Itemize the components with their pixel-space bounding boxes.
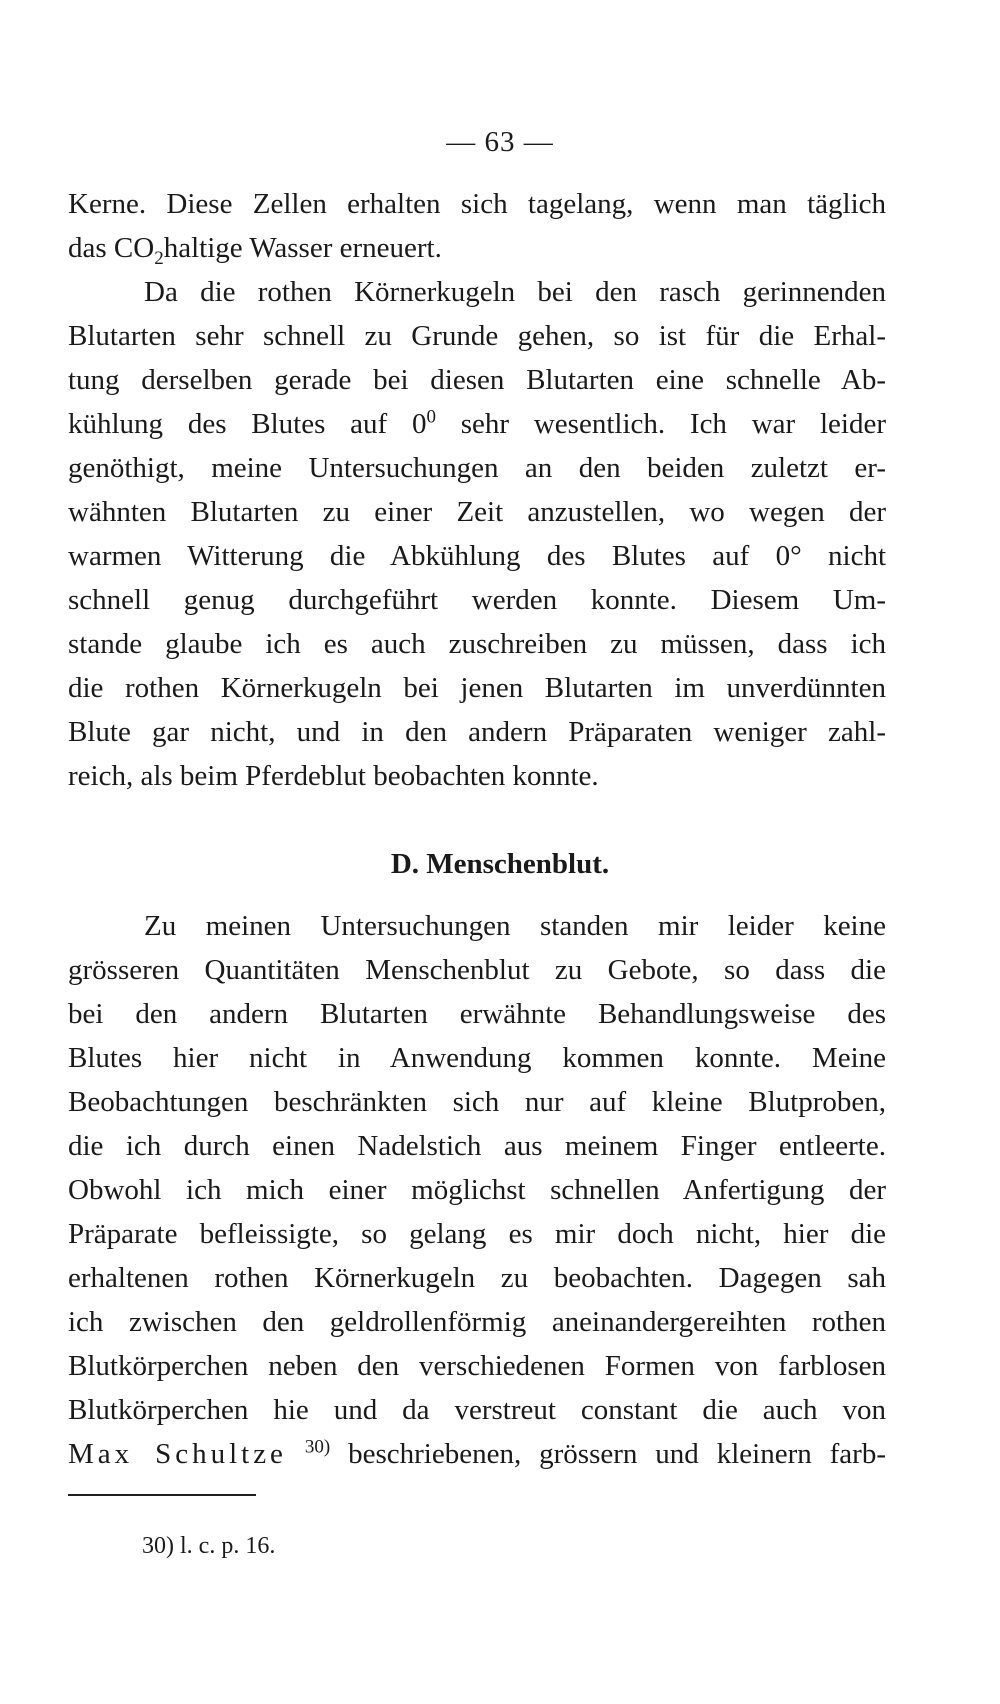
text-line: Blutes hier nicht in Anwendung kommen konnte. Meine [68,1042,886,1074]
text-line: Blutarten sehr schnell zu Grunde gehen, so ist für die Erhal- [68,320,886,352]
text-line: stande glaube ich es auch zuschreiben zu müssen, dass ich [68,628,886,660]
footnote: 30) l. c. p. 16. [142,1533,276,1559]
text-line: reich, als beim Pferdeblut beobachten konnte. [68,760,599,792]
text-line: Blute gar nicht, und in den andern Präparaten weniger zahl- [68,716,886,748]
text-line: Da die rothen Körnerkugeln bei den rasch gerinnenden [144,276,886,308]
text-line: grösseren Quantitäten Menschenblut zu Gebote, so dass die [68,954,886,986]
text-line: bei den andern Blutarten erwähnte Behandlungsweise des [68,998,886,1030]
text-line: genöthigt, meine Untersuchungen an den beiden zuletzt er- [68,452,886,484]
footnote-divider [68,1494,256,1496]
text-line: Präparate befleissigte, so gelang es mir doch nicht, hier die [68,1218,886,1250]
text-line: die ich durch einen Nadelstich aus meinem Finger entleerte. [68,1130,886,1162]
author-name: Max Schultze [68,1438,287,1470]
text-line: ich zwischen den geldrollenförmig aneinandergereihten rothen [68,1306,886,1338]
text-line: erhaltenen rothen Körnerkugeln zu beobachten. Dagegen sah [68,1262,886,1294]
text-line: Blutkörperchen hie und da verstreut constant die auch von [68,1394,886,1426]
main-text-top [68,182,886,798]
section-heading: D. Menschenblut. [390,848,610,880]
text-line-degree: kühlung des Blutes auf $0^0$ sehr wesentlich. Ich war leider [68,406,886,440]
text-line-citation: Max Schultze $^{30)}$ beschriebenen, grössern und kleinern farb- [68,1436,886,1470]
text-line: tung derselben gerade bei diesen Blutarten eine schnelle Ab- [68,364,886,396]
text-line-co2: das $CO_2haltige$ Wasser erneuert. [68,232,442,269]
text-line: Beobachtungen beschränkten sich nur auf kleine Blutproben, [68,1086,886,1118]
page-number: — 63 — [446,126,554,158]
main-text-bottom [68,904,886,1476]
text-line: Blutkörperchen neben den verschiedenen Formen von farblosen [68,1350,886,1382]
text-line: warmen Witterung die Abkühlung des Blutes auf 0° nicht [68,540,886,572]
text-line: schnell genug durchgeführt werden konnte. Diesem Um- [68,584,886,616]
footnote-ref: 30) [304,1436,331,1458]
text-line: Zu meinen Untersuchungen standen mir leider keine [144,910,886,942]
text-line: die rothen Körnerkugeln bei jenen Blutarten im unverdünnten [68,672,886,704]
text-line: wähnten Blutarten zu einer Zeit anzustellen, wo wegen der [68,496,886,528]
text-line: Kerne. Diese Zellen erhalten sich tagelang, wenn man täglich [68,188,886,220]
text-line: Obwohl ich mich einer möglichst schnellen Anfertigung der [68,1174,886,1206]
